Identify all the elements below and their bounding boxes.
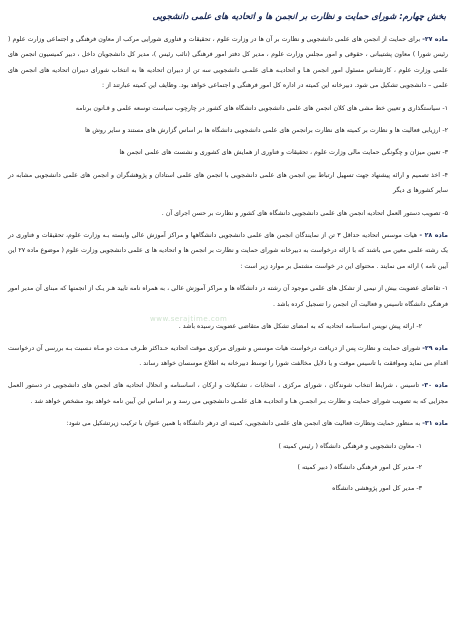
paragraph-text: به منظور حمایت ونظارت فعالیت های انجمن های علمی دانشجویی، کمیته ای درهر دانشگاه با همین عنوان با ترکیب زیرتشکیل می شود: <box>66 420 423 428</box>
paragraph-text: هیات موسس اتحادیه حداقل ۳ تن از نمایندگان انجمن های علمی دانشجویی دانشگاهها و مراکز آموزش عالی وابسته بـه وزارت علوم، تحقیقات و فناوری در یک رشته علمی معین می باشند که با ارائه درخواست به دبیرخانه شورای حمایت و نظارت بر انجمن ها و اتحادیه ها ی علمی دانشجویی وزارت علوم ( موضوع ماده ۲۷ این آیین نامه ) ارائه می نمایند . محتوای این در خواست مشتمل بر موارد زیر است : <box>8 232 448 270</box>
list-item <box>8 281 448 312</box>
article-label: ماده ۲۸ - <box>419 232 448 240</box>
paragraph-text: ۵- تصویب دستور العمل اتحادیه انجمن های علمی دانشجویی دانشگاه های کشور و نظارت بر حسن اجرای آن . <box>161 209 448 217</box>
list-item <box>8 481 422 496</box>
paragraph-text: ۴- اخذ تصمیم و ارائه پیشنهاد جهت تسهیل ارتباط بین انجمن های علمی دانشجویی با انجمن های علمی استادان و پژوهشگران و انجمن های علمی دانشجویی مشابه در سایر کشورها ی دیگر <box>8 171 448 195</box>
list-item <box>8 460 422 475</box>
article-paragraph <box>8 32 448 94</box>
article-label: ماده ۲۹- <box>422 344 449 352</box>
paragraph-text: ۲- مدیر کل امور فرهنگی دانشگاه ( دبیر کمیته ) <box>297 463 422 471</box>
paragraph-text: تاسیس ، شرایط انتخاب شوندگان ، شورای مرکزی ، انتخابات ، تشکیلات و ارکان ، اساسنامه و انحلال اتحادیه های انجمن های دانشجویی در دستور العمل مجزایی که به تصویب شورای حمایت و نظارت بـر انجمـن هـا و اتحادیـه هـای علمـی دانشجویی می رسد و بر اساس این آیین نامه خواهد بود مشخص خواهد شد . <box>8 382 448 405</box>
article-paragraph <box>8 378 448 409</box>
watermark: www.serajtime.com <box>150 315 228 323</box>
paragraph-text: ۲- ارائه پیش نویس اساسنامه اتحادیه که به امضای تشکل های متقاضی عضویت رسیده باشد . <box>178 323 422 331</box>
paragraph-text: شورای حمایت و نظارت پس از دریافت درخواست هیات موسس و شورای مرکزی موقت اتحادیه حـداکثر ظـرف مـدت دو مـاه نـسبت بـه بررسی آن درخواست اقدام می نماید وموافقت با تاسیس موقت و یا دلایل مخالفت شورا را توسط دبیرخانه به اطلاع موسسان خواهد رساند . <box>8 344 448 367</box>
list-item <box>8 101 448 116</box>
list-item <box>8 168 448 199</box>
paragraph-text: برای حمایت از انجمن های علمی دانشجویی و نظارت بر آن ها در وزارت علوم ، تحقیقات و فناوری شورایی مرکب از معاون فرهنگی و اجتماعی وزارت علوم ( رئیس شورا ) معاون پشتیبانی ، حقوقی و امور مجلس وزارت علوم ، مدیر کل دفتر امور فرهنگی (نائب رئیس )، مدیر کل دانشجویان داخل ، دبیر کمیسیون انجمن های علمی وزارت علوم ، کارشناس مسئول امور انجمن هـا و اتحادیـه هـای علمـی دانشجویی سه تن از دبیران اتحادیه ها به انتخاب شورای دبیران اتحادیه های انجمن های علمی – دانشجویی تشکیل می شود. دبیرخانه این کمیته در اداره کل امور فرهنگی و اجتماعی خواهد بود. وظایف این کمیته عبارتند از : <box>8 36 448 90</box>
article-paragraph <box>8 228 448 274</box>
paragraph-text: ۱- تقاضای عضویت بیش از نیمی از تشکل های علمی موجود آن رشته در دانشگاه ها و مراکز آموزش عالی ، به همراه نامه تایید هـر یـک از انجمنها که مبنای آن مدیر امور فرهنگی دانشگاه تاسیس و فعالیت آن انجمن را تسجیل کرده باشد . <box>8 285 448 308</box>
paragraph-text: ۱- سیاستگذاری و تعیین خط مشی های کلان انجمن های علمی دانشجویی دانشگاه های کشور در چارچوب سیاست توسعه علمی و قـانون برنامه <box>75 104 448 112</box>
list-item <box>8 145 448 160</box>
article-label: ماده ۲۷- <box>422 36 448 43</box>
list-item <box>8 206 448 221</box>
article-paragraph <box>8 341 448 372</box>
article-paragraph <box>8 416 448 431</box>
list-item <box>8 439 422 454</box>
list-item <box>8 123 448 138</box>
paragraph-text: ۱- معاون دانشجویی و فرهنگی دانشگاه ( رئیس کمیته ) <box>278 442 422 450</box>
paragraph-text: ۲- ارزیابی فعالیت ها و نظارت بر کمیته های نظارت برانجمن های علمی دانشجویی دانشگاه ها بر اساس گزارش های مستند و سایر روش ها <box>84 127 448 135</box>
paragraph-text: ۳- مدیر کل امور پژوهشی دانشگاه <box>332 485 422 493</box>
document-body <box>8 32 448 497</box>
paragraph-text: ۳- تعیین میزان و چگونگی حمایت مالی وزارت علوم ، تحقیقات و فناوری از همایش های کشوری و نشست های علمی انجمن ها <box>119 149 448 157</box>
article-label: ماده ۳۰- <box>421 382 448 390</box>
document-page <box>8 8 448 622</box>
article-label: ماده ۳۱- <box>422 420 448 428</box>
section-title: بخش چهارم: شورای حمایت و نظارت بر انجمن ها و اتحادیه های علمی دانشجویی <box>152 12 446 22</box>
